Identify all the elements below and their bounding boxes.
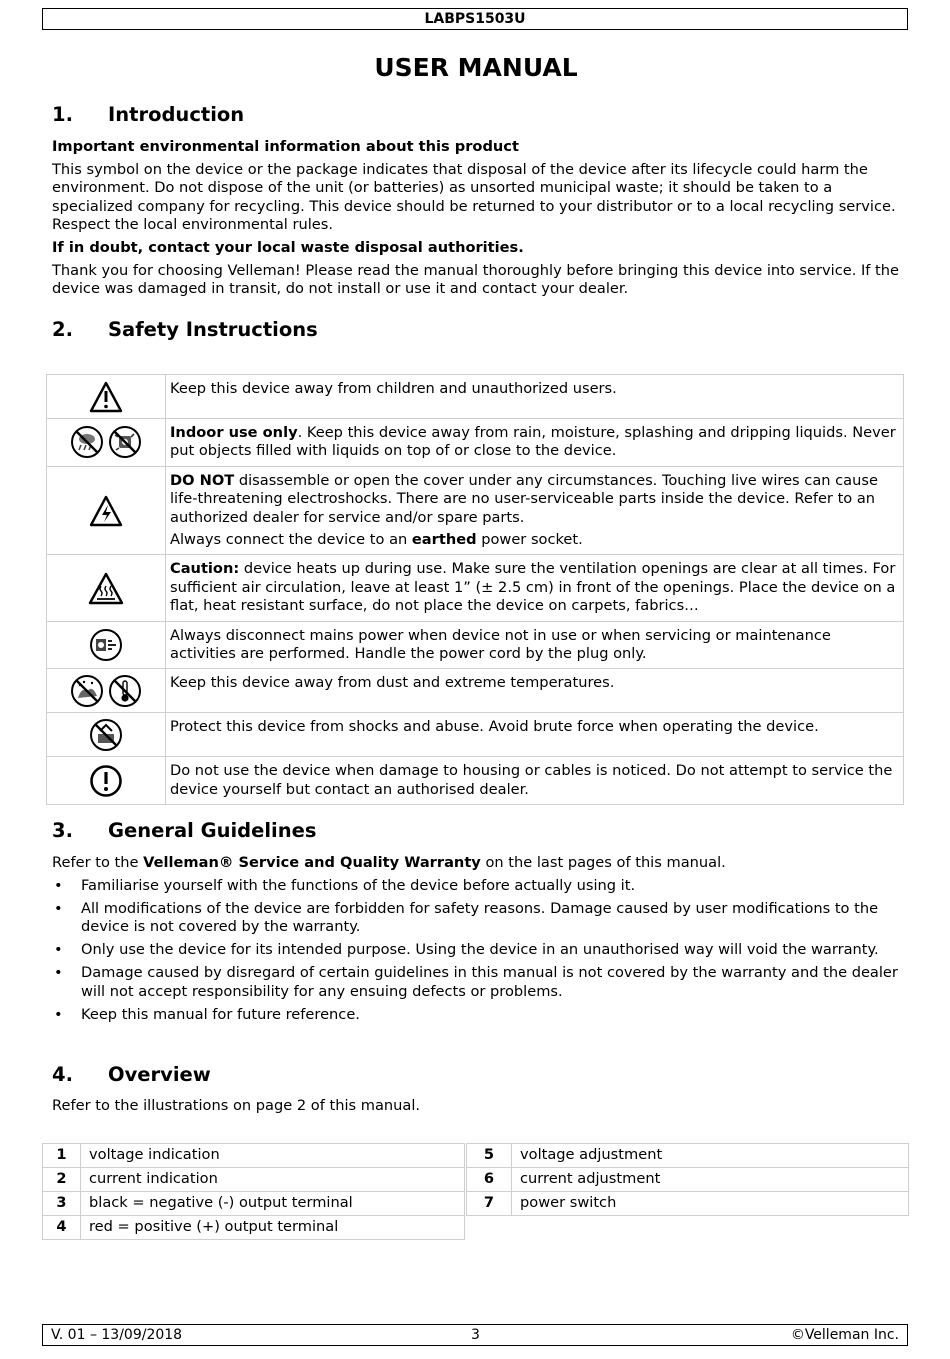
item-label: voltage indication bbox=[81, 1144, 465, 1168]
section-heading-introduction bbox=[52, 103, 244, 127]
safety-icon-cell bbox=[47, 757, 166, 805]
no-rain-icon bbox=[70, 425, 104, 459]
safety-text-cell bbox=[166, 375, 904, 419]
item-number: 3 bbox=[43, 1192, 81, 1216]
safety-row bbox=[47, 757, 904, 805]
safety-text: Always disconnect mains power when device not in use or when servicing or maintenance activities are performed. Handle the power cord by the plug only. bbox=[170, 626, 831, 663]
table-row bbox=[43, 1144, 465, 1168]
section-title: Overview bbox=[108, 1063, 211, 1086]
no-shock-icon bbox=[89, 718, 123, 752]
item-number: 1 bbox=[43, 1144, 81, 1168]
page-header bbox=[42, 8, 908, 30]
section-number: 3. bbox=[52, 819, 73, 842]
no-dust-icon bbox=[70, 674, 104, 708]
item-number: 5 bbox=[467, 1144, 512, 1168]
thank-you-text: Thank you for choosing Velleman! Please read the manual thoroughly before bringing this device into service. If the device was damaged in transit, do not install or use it and contact your dealer. bbox=[52, 262, 900, 298]
safety-table bbox=[46, 374, 904, 805]
item-number: 4 bbox=[43, 1216, 81, 1240]
page-number: 3 bbox=[471, 1327, 480, 1343]
safety-row bbox=[47, 621, 904, 669]
table-row bbox=[43, 1168, 465, 1192]
warranty-reference bbox=[52, 854, 902, 872]
safety-icon-cell bbox=[47, 669, 166, 713]
list-item: • Familiarise yourself with the functions of the device before actually using it. bbox=[52, 877, 902, 895]
unplug-icon bbox=[89, 628, 123, 662]
table-row bbox=[467, 1192, 909, 1216]
exclamation-circle-icon bbox=[89, 764, 123, 798]
electric-shock-icon bbox=[89, 495, 123, 527]
safety-text-cell bbox=[166, 713, 904, 757]
safety-text-cell bbox=[166, 419, 904, 467]
environment-heading: Important environmental information about this product bbox=[52, 138, 519, 155]
safety-text-bold: DO NOT bbox=[170, 471, 235, 489]
safety-icon-cell bbox=[47, 555, 166, 621]
list-item: • Keep this manual for future reference. bbox=[52, 1006, 902, 1024]
safety-text-bold: Indoor use only bbox=[170, 424, 298, 441]
safety-text: . Keep this device away from rain, moisture, splashing and dripping liquids. Never put objects filled with liquids on top of or close to the device. bbox=[170, 424, 896, 460]
safety-text-cell bbox=[166, 757, 904, 805]
item-number: 7 bbox=[467, 1192, 512, 1216]
item-label: power switch bbox=[512, 1192, 909, 1216]
table-row bbox=[43, 1192, 465, 1216]
safety-text: Keep this device away from dust and extreme temperatures. bbox=[170, 674, 615, 692]
safety-icon-cell bbox=[47, 466, 166, 555]
list-item: • Only use the device for its intended purpose. Using the device in an unauthorised way will void the warranty. bbox=[52, 941, 902, 959]
version-date: V. 01 – 13/09/2018 bbox=[51, 1327, 183, 1343]
warranty-text: on the last pages of this manual. bbox=[480, 854, 726, 871]
safety-text-cell bbox=[166, 466, 904, 555]
safety-icon-cell bbox=[47, 713, 166, 757]
section-title: General Guidelines bbox=[108, 819, 317, 842]
warranty-text: Refer to the bbox=[52, 854, 144, 871]
table-row bbox=[467, 1144, 909, 1168]
section-number: 2. bbox=[52, 318, 73, 341]
warranty-name: Velleman® Service and Quality Warranty bbox=[143, 854, 481, 871]
safety-row bbox=[47, 555, 904, 621]
safety-text-cell bbox=[166, 669, 904, 713]
item-label: voltage adjustment bbox=[512, 1144, 909, 1168]
safety-text-cell bbox=[166, 555, 904, 621]
safety-text: disassemble or open the cover under any circumstances. Touching live wires can cause life-threatening electroshocks. There are no user-serviceable parts inside the device. Refer to an authorized dealer for service and/or spare parts. bbox=[170, 471, 878, 526]
safety-row bbox=[47, 419, 904, 467]
section-number: 1. bbox=[52, 103, 73, 126]
section-heading-guidelines bbox=[52, 819, 316, 843]
table-row bbox=[467, 1168, 909, 1192]
safety-text: Protect this device from shocks and abuse. Avoid brute force when operating the device. bbox=[170, 718, 819, 736]
safety-row bbox=[47, 669, 904, 713]
section-heading-overview bbox=[52, 1063, 211, 1087]
item-label: black = negative (-) output terminal bbox=[81, 1192, 465, 1216]
item-label: current adjustment bbox=[512, 1168, 909, 1192]
item-number: 6 bbox=[467, 1168, 512, 1192]
copyright: ©Velleman Inc. bbox=[790, 1327, 899, 1343]
list-item: • All modifications of the device are forbidden for safety reasons. Damage caused by user modifications to the device is not covered by the warranty. bbox=[52, 900, 902, 937]
safety-text: Always connect the device to an bbox=[170, 531, 412, 549]
safety-text-bold: earthed bbox=[411, 531, 477, 549]
safety-icon-cell bbox=[47, 419, 166, 467]
model-number: LABPS1503U bbox=[424, 11, 526, 27]
safety-text: Keep this device away from children and unauthorized users. bbox=[170, 380, 617, 397]
safety-icon-cell bbox=[47, 375, 166, 419]
item-number: 2 bbox=[43, 1168, 81, 1192]
hot-surface-icon bbox=[88, 572, 124, 605]
warning-triangle-icon bbox=[89, 381, 123, 413]
page-footer bbox=[42, 1324, 908, 1346]
list-item: • Damage caused by disregard of certain guidelines in this manual is not covered by the warranty and the dealer will not accept responsibility for any ensuing defects or problems. bbox=[52, 964, 902, 1001]
environment-text: This symbol on the device or the package indicates that disposal of the device after its lifecycle could harm the environment. Do not dispose of the unit (or batteries) as unsorted municipal waste; it should be taken to a specialized company for recycling. This device should be returned to your distributor or to a local recycling service. Respect the local environmental rules. bbox=[52, 161, 896, 234]
item-label: red = positive (+) output terminal bbox=[81, 1216, 465, 1240]
no-extreme-temperature-icon bbox=[108, 674, 142, 708]
safety-row bbox=[47, 713, 904, 757]
safety-row bbox=[47, 375, 904, 419]
section-heading-safety bbox=[52, 318, 318, 342]
overview-intro: Refer to the illustrations on page 2 of this manual. bbox=[52, 1097, 421, 1114]
section-title: Safety Instructions bbox=[108, 318, 318, 341]
item-label: current indication bbox=[81, 1168, 465, 1192]
table-row bbox=[43, 1216, 465, 1240]
safety-text-cell bbox=[166, 621, 904, 669]
safety-text: Do not use the device when damage to housing or cables is noticed. Do not attempt to service the device yourself but contact an authorised dealer. bbox=[170, 762, 893, 798]
no-splash-icon bbox=[108, 425, 142, 459]
safety-icon-cell bbox=[47, 621, 166, 669]
document-title: USER MANUAL bbox=[374, 53, 578, 82]
waste-disposal-note: If in doubt, contact your local waste disposal authorities. bbox=[52, 239, 524, 256]
safety-row bbox=[47, 466, 904, 555]
overview-table-left bbox=[42, 1143, 465, 1240]
safety-text: power socket. bbox=[476, 531, 583, 549]
safety-text: device heats up during use. Make sure the ventilation openings are clear at all times. For sufficient air circulation, leave at least 1” (± 2.5 cm) in front of the openings. Place the device on a flat, heat resistant surface, do not place the device on carpets, fabrics… bbox=[170, 560, 896, 615]
guidelines-list bbox=[52, 877, 902, 1029]
section-title: Introduction bbox=[108, 103, 245, 126]
overview-table-right bbox=[466, 1143, 909, 1216]
section-number: 4. bbox=[52, 1063, 73, 1086]
safety-text-bold: Caution: bbox=[170, 560, 240, 578]
